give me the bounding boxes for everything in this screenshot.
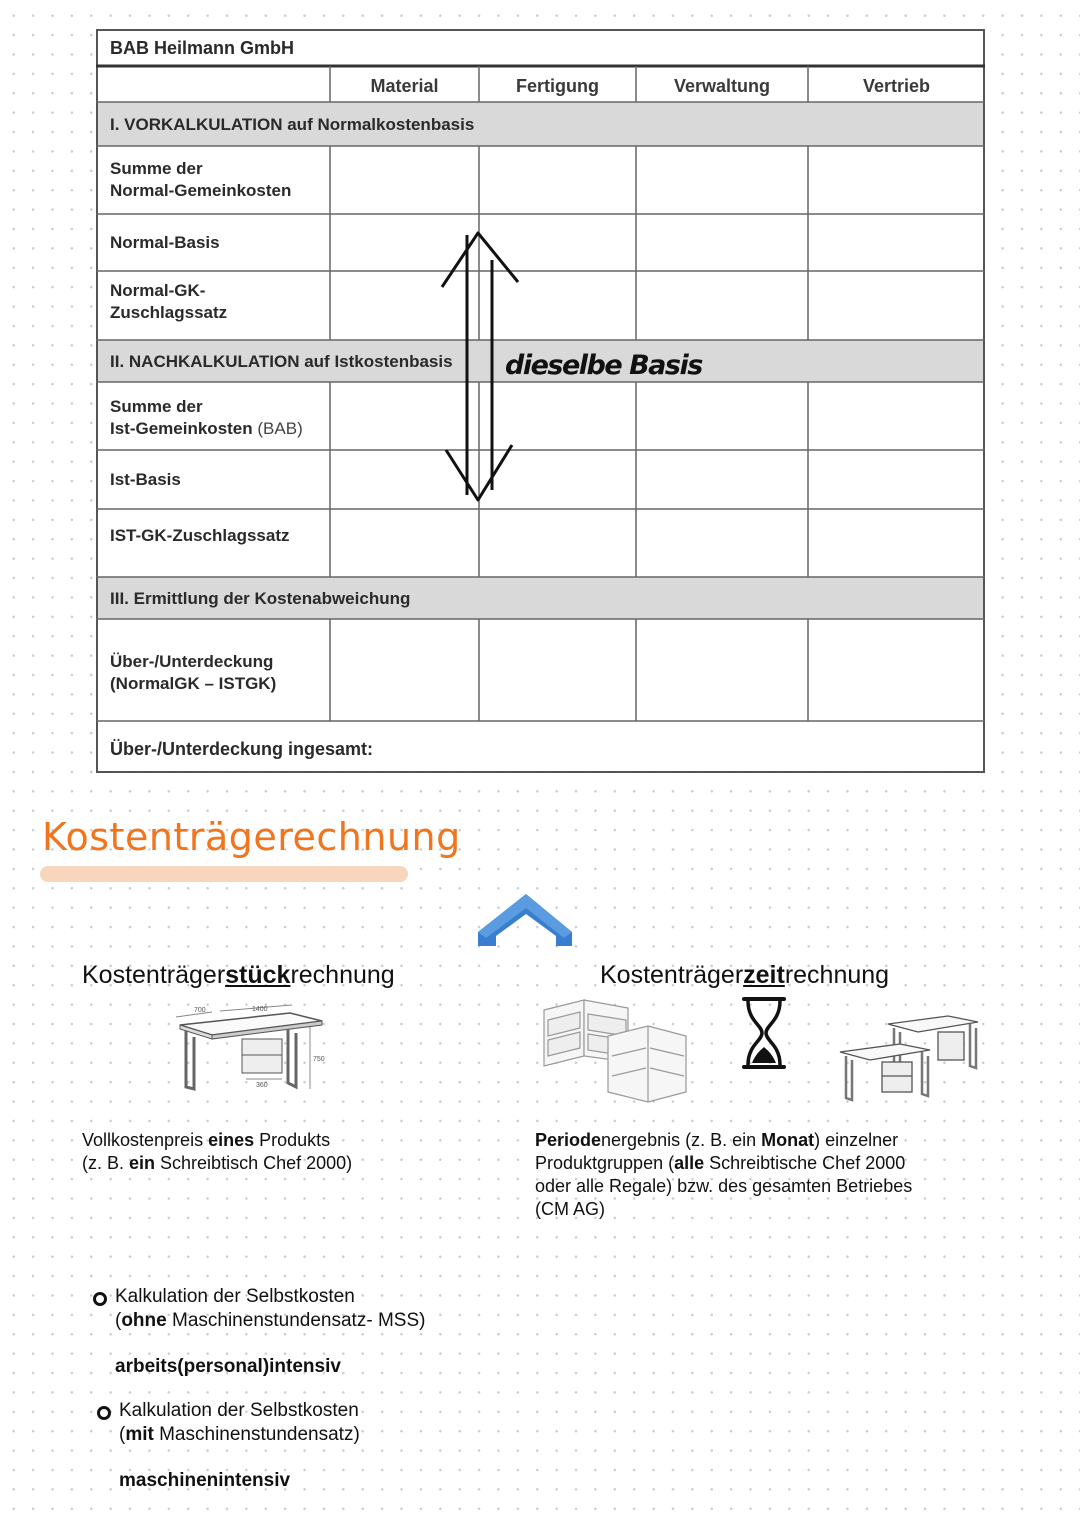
desc-line: [82, 1129, 352, 1152]
title-part: rechnung: [784, 961, 890, 989]
column-header-verwaltung: Verwaltung: [673, 76, 771, 96]
bullet-tag: maschinenintensiv: [119, 1470, 291, 1491]
row-label-line: (NormalGK – ISTGK): [110, 674, 277, 693]
row-label-line: Normal-Gemeinkosten: [110, 181, 292, 200]
desc-emphasis: ein: [129, 1153, 156, 1173]
handwritten-annotation: dieselbe Basis: [505, 350, 702, 381]
desc-emphasis: Periode: [535, 1130, 602, 1150]
shelves-drawing-icon: [538, 996, 693, 1106]
table-title: BAB Heilmann GmbH: [110, 38, 295, 58]
title-part: Kostenträger: [600, 961, 744, 989]
title-part: Kostenträger: [82, 961, 226, 989]
bullet-text: (: [119, 1424, 126, 1445]
desc-text: ) einzelner: [814, 1130, 899, 1150]
bab-table: [96, 29, 985, 773]
desk-dim-width: 1400: [252, 1006, 268, 1013]
row-label-ueber-unterdeckung: [110, 651, 276, 695]
hourglass-icon: [740, 995, 788, 1071]
bullet-line: Kalkulation der Selbstkosten: [115, 1286, 355, 1307]
row-label-line: Summe der: [110, 159, 203, 178]
row-label-line: Zuschlagssatz: [110, 303, 228, 322]
heading-highlight: [40, 866, 408, 882]
desk-dim-height: 750: [313, 1056, 325, 1063]
title-part: rechnung: [290, 961, 395, 989]
bullet-emphasis: mit: [125, 1424, 154, 1445]
row-label-total: Über-/Unterdeckung ingesamt:: [110, 739, 374, 759]
section-kostenabweichung: III. Ermittlung der Kostenabweichung: [110, 589, 411, 608]
bullet-emphasis: ohne: [121, 1310, 167, 1331]
bullet-item-ohne-mss: [115, 1285, 425, 1379]
page-heading: Kostenträgerechnung: [42, 815, 461, 859]
bullet-text: Maschinenstundensatz- MSS): [166, 1310, 426, 1331]
row-label-text: Ist-Gemeinkosten: [110, 419, 253, 438]
row-label-summe-normal: [110, 158, 291, 202]
desc-text: Produktgruppen (: [535, 1153, 675, 1173]
desc-text: nergebnis (z. B. ein: [601, 1130, 762, 1150]
desc-emphasis: Monat: [761, 1130, 815, 1150]
title-emphasis: zeit: [743, 961, 785, 989]
desk-drawing-icon: [172, 1003, 332, 1101]
section-vorkalkulation: I. VORKALKULATION auf Normalkostenbasis: [110, 115, 475, 134]
row-label-line: Normal-GK-: [110, 281, 206, 300]
bullet-ring-icon: [97, 1406, 111, 1420]
row-label-line: [110, 418, 303, 440]
column-header-material: Material: [370, 76, 439, 96]
column-header-fertigung: Fertigung: [516, 76, 599, 96]
desk-dim-depth: 700: [194, 1007, 206, 1014]
row-label-normal-gk: [110, 280, 227, 324]
row-label-summe-ist: [110, 396, 303, 440]
bullet-text: (: [115, 1310, 122, 1331]
desc-line: oder alle Regale) bzw. des gesamten Betriebes: [535, 1176, 913, 1196]
section-nachkalkulation: II. NACHKALKULATION auf Istkostenbasis: [110, 352, 453, 371]
desc-line: [535, 1129, 912, 1152]
stueckrechnung-description: [82, 1129, 352, 1175]
desc-line: (CM AG): [535, 1199, 605, 1219]
desc-line: [535, 1152, 912, 1175]
column-header-vertrieb: Vertrieb: [862, 76, 931, 96]
desc-text: Schreibtische Chef 2000: [704, 1153, 906, 1173]
desc-emphasis: eines: [208, 1130, 255, 1150]
bullet-item-mit-mss: [119, 1399, 360, 1493]
row-label-line: Über-/Unterdeckung: [110, 652, 274, 671]
stueckrechnung-title: [82, 961, 395, 990]
desc-text: (z. B.: [82, 1153, 130, 1173]
row-label-normal-basis: Normal-Basis: [110, 233, 220, 252]
desk-dim-drawer: 360: [256, 1082, 268, 1089]
title-emphasis: stück: [225, 961, 291, 989]
desc-text: Vollkostenpreis: [82, 1130, 209, 1150]
desc-emphasis: alle: [674, 1153, 705, 1173]
bullet-tag: arbeits(personal)intensiv: [115, 1356, 341, 1377]
zeitrechnung-title: [600, 961, 889, 990]
row-label-ist-basis: Ist-Basis: [110, 470, 181, 489]
bullet-line: [119, 1423, 360, 1447]
desc-text: Produkts: [254, 1130, 331, 1150]
zeitrechnung-description: [535, 1129, 912, 1221]
bullet-line: [115, 1309, 425, 1333]
bullet-line: Kalkulation der Selbstkosten: [119, 1400, 359, 1421]
bullet-ring-icon: [93, 1292, 107, 1306]
desc-text: Schreibtisch Chef 2000): [155, 1153, 353, 1173]
row-label-ist-gk: IST-GK-Zuschlagssatz: [110, 526, 290, 545]
desks-drawing-icon: [838, 1010, 988, 1110]
desc-line: [82, 1152, 352, 1175]
chevron-split-icon: [478, 892, 574, 946]
bullet-text: Maschinenstundensatz): [153, 1424, 360, 1445]
row-label-line: Summe der: [110, 397, 203, 416]
row-label-suffix: (BAB): [257, 419, 303, 438]
